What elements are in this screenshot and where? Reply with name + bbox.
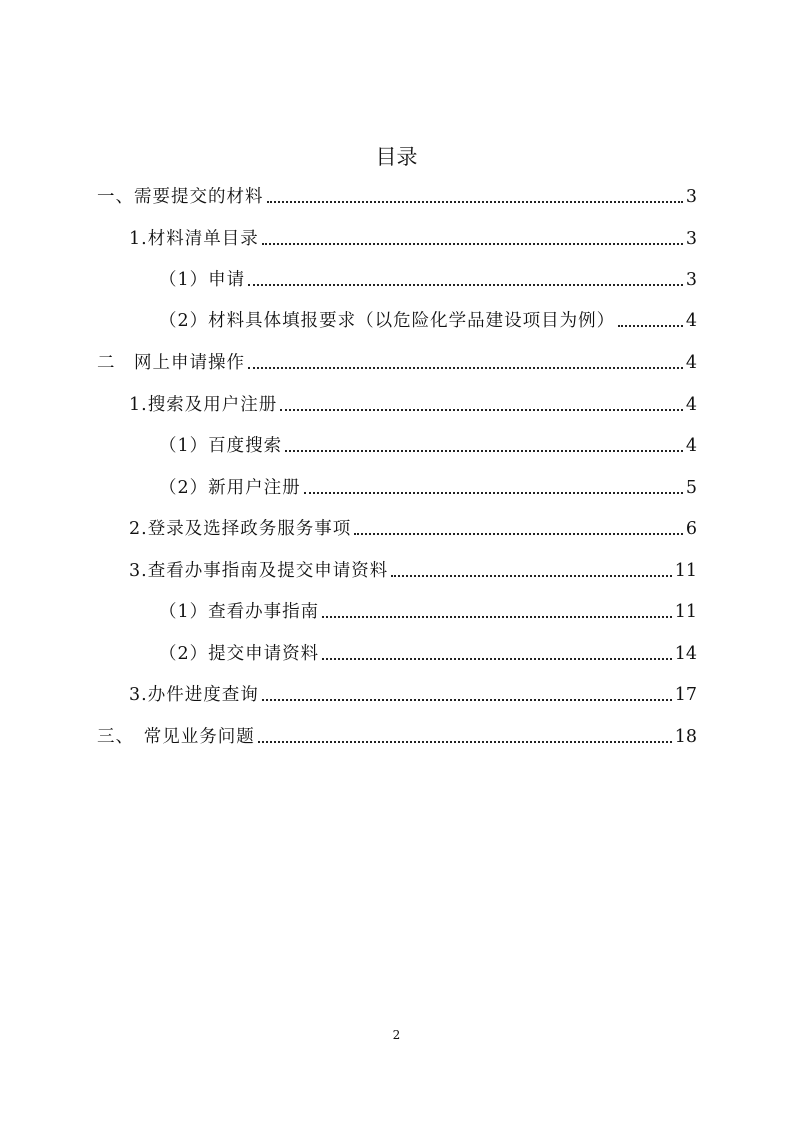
toc-leader-dots [258, 741, 672, 743]
toc-entry[interactable] [97, 722, 697, 748]
toc-entry-label: （2）材料具体填报要求（以危险化学品建设项目为例） [159, 311, 616, 331]
toc-leader-dots [304, 492, 683, 494]
toc-entry-page: 5 [685, 478, 697, 498]
toc-entry[interactable] [129, 514, 697, 540]
toc-entry[interactable] [97, 348, 697, 374]
toc-title: 目录 [375, 145, 418, 169]
toc-entry-page: 4 [685, 353, 697, 373]
toc-entry-page: 17 [674, 685, 697, 705]
toc-entry-page: 3 [685, 229, 697, 249]
toc-leader-dots [322, 658, 672, 660]
toc-entry-label: （2）提交申请资料 [159, 644, 320, 664]
toc-entry-page: 6 [685, 519, 697, 539]
toc-entry-page: 4 [685, 395, 697, 415]
toc-entry-label: 3.查看办事指南及提交申请资料 [129, 561, 389, 581]
toc-leader-dots [262, 699, 672, 701]
toc-entry-page: 11 [674, 602, 697, 622]
toc-leader-dots [248, 367, 683, 369]
toc-entry-page: 18 [674, 727, 697, 747]
toc-entry[interactable] [129, 556, 697, 582]
toc-leader-dots [248, 284, 683, 286]
toc-entry[interactable] [159, 639, 697, 665]
toc-entry-label: 二 网上申请操作 [97, 353, 245, 373]
toc-entry[interactable] [129, 390, 697, 416]
toc-leader-dots [354, 533, 683, 535]
toc-entry-label: （2）新用户注册 [159, 478, 301, 498]
toc-leader-dots [262, 243, 683, 245]
toc-entry-label: 2.登录及选择政务服务事项 [129, 519, 352, 539]
toc-entry[interactable] [159, 431, 697, 457]
toc-entry[interactable] [159, 306, 697, 332]
toc-entry-label: 1.搜索及用户注册 [129, 395, 278, 415]
toc-leader-dots [280, 409, 683, 411]
toc-entry-label: 3.办件进度查询 [129, 685, 259, 705]
toc-entry-page: 14 [674, 644, 697, 664]
page-number: 2 [392, 1028, 401, 1042]
toc-entry-page: 4 [685, 311, 697, 331]
toc-entry-label: 一、需要提交的材料 [97, 187, 264, 207]
toc-entry[interactable] [129, 680, 697, 706]
toc-leader-dots [267, 201, 683, 203]
toc-entry[interactable] [159, 597, 697, 623]
toc-entry-label: （1）申请 [159, 270, 246, 290]
toc-entry[interactable] [159, 265, 697, 291]
toc-leader-dots [618, 325, 683, 327]
toc-entry-label: （1）百度搜索 [159, 436, 283, 456]
toc-entry[interactable] [97, 182, 697, 208]
toc-leader-dots [391, 575, 672, 577]
toc-entry-page: 3 [685, 270, 697, 290]
toc-leader-dots [285, 450, 683, 452]
toc-entry-page: 3 [685, 187, 697, 207]
toc-entry-label: 1.材料清单目录 [129, 229, 259, 249]
toc-entry[interactable] [159, 473, 697, 499]
toc-entry-page: 4 [685, 436, 697, 456]
toc-entry-label: 三、 常见业务问题 [97, 727, 255, 747]
toc-entry[interactable] [129, 224, 697, 250]
toc-entry-label: （1）查看办事指南 [159, 602, 320, 622]
toc-entry-page: 11 [674, 561, 697, 581]
toc-leader-dots [322, 616, 672, 618]
